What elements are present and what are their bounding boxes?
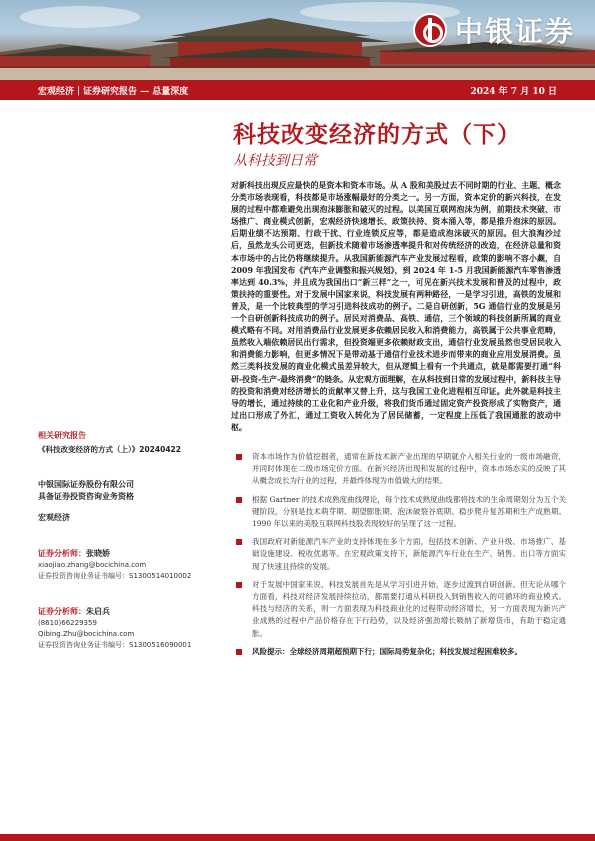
bullet-square-icon [236, 582, 242, 588]
bank-of-china-logo-icon [413, 13, 447, 47]
bullet-text: 根据 Gartner 的技术成熟度曲线理论，每个技术成熟度曲线都将技术的生命周期划分为五个关键阶段，分别是技术萌芽期、期望膨胀期、泡沫破裂谷底期、稳步爬升复苏期和生产成熟期。1990 年以来的美股互联网科技股表现较好的呈现了这一过程。 [252, 494, 566, 529]
list-item [236, 451, 566, 488]
page-subtitle: 从科技到日常 [233, 153, 317, 169]
brand [413, 10, 575, 50]
analyst-phone: (8610)66229359 [38, 619, 97, 627]
bullet-square-icon [236, 454, 242, 460]
bullet-text: 我国政府对新能源汽车产业的支持体现在多个方面，包括技术创新、产业升级、市场推广、基础设施建设、税收优惠等。在宏观政策支持下，新能源汽车行业在生产、销售、出口等方面实现了快速且持续的发展。 [252, 537, 566, 571]
analyst-card [38, 599, 223, 651]
bottom-rule [0, 834, 595, 841]
page-title: 科技改变经济的方式（下） [233, 121, 521, 148]
bullet-text: 资本市场作为价值挖掘者，通常在新技术新产业出现的早期就介入相关行业的一级市场融资，并同时体现在二级市场定价方面。在新兴经济出现和发展的过程中，资本市场态实的反映了其从概念成长为行业的过程，并最终体现为市值做大的结果。 [252, 452, 566, 486]
report-category: 宏观经济｜证券研究报告 — 总量深度 [38, 87, 189, 97]
bullet-text: 对于发展中国家来说，科技发展首先是从学习引进开始，逐步过渡到自研创新。但无论从哪个方面看，科技对经济发展持续拉动，都需要打通从科研投入到销售收入的可循环的商业模式。科技与经济的关系，则一方面表现为科技商业化的过程带动经济增长，另一方面表现为新兴产业成熟的过程中产品价格存在下行趋势，以及经济强劲增长吸纳了新增货币，有助于稳定通胀。 [252, 579, 566, 638]
list-item [236, 536, 566, 573]
bullet-square-icon [236, 497, 242, 503]
analyst-card [38, 541, 223, 582]
analyst-cert: 证券投资咨询业务证书编号：S1300514010002 [38, 572, 192, 580]
header-banner [0, 0, 595, 80]
list-item [236, 494, 566, 531]
report-date: 2024 年 7 月 10 日 [470, 87, 557, 97]
bullet-square-icon [236, 539, 242, 545]
analyst-name: 张晓娇 [86, 549, 110, 558]
analyst-name: 朱启兵 [86, 607, 110, 616]
analyst-email[interactable]: Qibing.Zhu@bocichina.com [38, 630, 135, 638]
sidebar [38, 430, 223, 651]
risk-text: 风险提示：全球经济周期超预期下行；国际局势复杂化；科技发展过程困难较多。 [252, 646, 522, 656]
sector-label: 宏观经济 [38, 513, 70, 522]
summary-paragraph: 对新科技出现反应最快的是资本和资本市场。从 A 股和美股过去不同时期的行业、主题、概念分类市场表现看，科技都是市场涨幅最好的分类之一。另一方面，资本定价的新兴科技，在发展的过程中都难避免出现泡沫膨胀和破灭的过程。以美国互联网泡沫为例，前期技术突破、市场推广、商业模式创新，宏观经济快速增长、政策扶持、资本涌入等，都是推升泡沫的原因。后期业绩不达预期、行政干扰、行业连锁反应等，都是造成泡沫破灭的原因。但大浪淘沙过后，虽然龙头公司更迭，但新技术随着市场渗透率提升和对传统经济的改造，在经济总量和资本市场中的占比仍将继续提升。从我国新能源汽车产业发展过程看，政策的影响不容小觑，自 2009 年我国发布《汽车产业调整和振兴规划》，到 2024 年 1-5 月我国新能源汽车零售渗透率达到 40.3%，并且成为我国出口“新三样”之一，可见在新兴技术发展和普及的过程中，政策扶持的重要性。对于发展中国家来说，科技发展有两种路径，一是学习引进，高铁的发展和普及，是一个比较典型的学习引进科技成功的例子。二是自研创新，5G 通信行业的发展是另一个自研创新科技成功的例子。居民对消费品、高铁、通信，三个领域的科技创新所属的商业模式略有不同。对用消费品行业发展更多依赖居民收入和消费能力，高铁属于公共事业范畴，虽然收入端依赖居民出行需求，但投资端更多依赖财政支出，通信行业发展虽然也受居民收入和消费能力影响，但更多情况下是带动基于通信行业技术进步而带来的商业应用发展消费。虽然三类科技发展的商业化模式虽差异较大，但从逻辑上看有一个共通点，就是都需要打通“科研-投资-生产-最终消费”的链条。从宏观方面理解，在从科技到日常的发展过程中，新科技主导的投资和消费对经济增长的贡献率又替上升，这与我国工业化进程相互印证。此外就是科技主导的增长，通过持续的工业化和产业升级，将我们货币通过固定资产投资形成了实物资产，通过出口形成了外汇，通过工资收入转化为了居民储蓄，一定程度上压低了我国通胀的波动中枢。 [231, 181, 561, 432]
related-report-link[interactable]: 《科技改变经济的方式（上）》20240422 [38, 445, 181, 454]
key-points-list [236, 451, 566, 664]
risk-warning [236, 646, 566, 658]
related-research-title: 相关研究报告 [38, 431, 86, 440]
brand-name: 中银证券 [454, 15, 575, 48]
analyst-label: 证券分析师： [38, 607, 86, 616]
analyst-cert: 证券投资咨询业务证书编号：S1300516090001 [38, 641, 192, 649]
category-bar [0, 80, 595, 100]
analyst-label: 证券分析师： [38, 549, 86, 558]
bullet-square-icon [236, 649, 242, 655]
company-name: 中银国际证券股份有限公司 具备证券投资咨询业务资格 [38, 480, 134, 501]
analyst-email[interactable]: xiaojiao.zhang@bocichina.com [38, 561, 147, 569]
list-item [236, 579, 566, 640]
